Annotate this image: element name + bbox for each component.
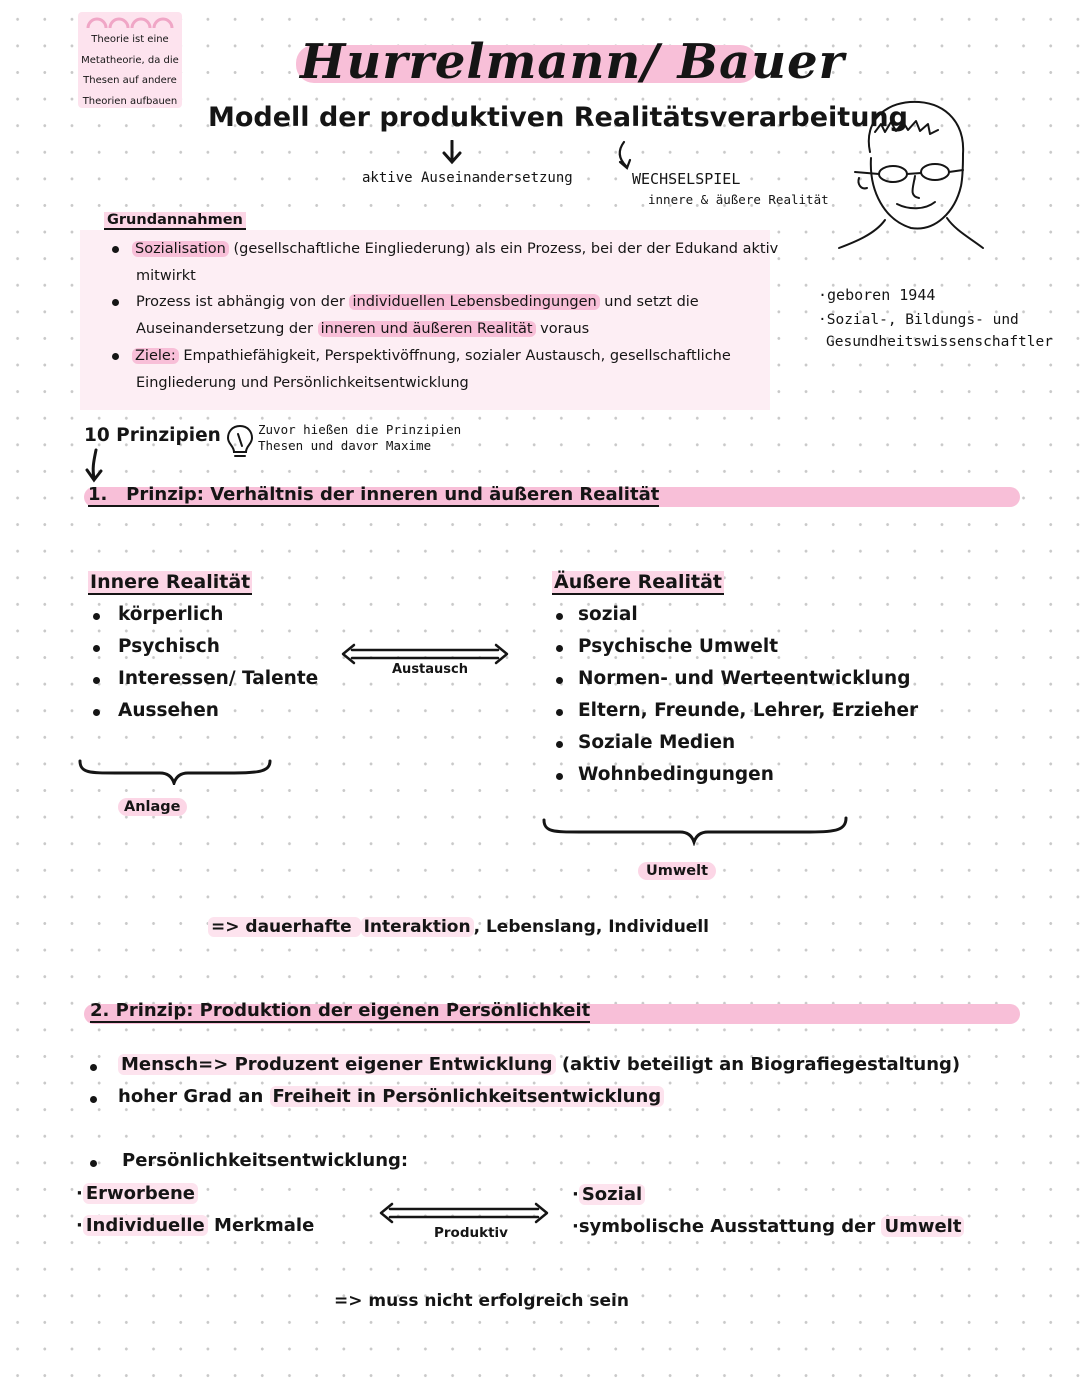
grund-b2-c2: voraus [535,321,590,337]
prinzip-2-bullet-3: Persönlichkeitsentwicklung: [122,1150,409,1171]
outer-item: Wohnbedingungen [578,764,774,785]
bio-role-1-text: Sozial-, Bildungs- und [826,312,1019,328]
hl-individuelle: Individuelle [83,1215,208,1236]
prinzip-2-bullet-1 [118,1054,960,1075]
p2-right-2-text: symbolische Ausstattung der [578,1216,882,1237]
bullet-dot [556,677,563,684]
bio-role-1: ·Sozial-, Bildungs- und [818,312,1019,328]
bullet-dot [93,709,100,716]
lightbulb-icon [226,424,254,460]
prinzipien-hint-1: Zuvor hießen die Prinzipien [258,422,462,437]
grund-bullet-1-cont: mitwirkt [136,268,196,284]
p2-left-2-rest: Merkmale [207,1215,315,1236]
brace-icon [76,755,274,785]
page-subtitle: Modell der produktiven Realitätsverarbeitung [208,102,908,133]
prinzipien-heading: 10 Prinzipien [84,425,221,446]
bullet-dot [93,677,100,684]
double-arrow-icon [378,1201,550,1225]
p2-left-1: · Erworbene [76,1183,198,1204]
p2-left-2: · Individuelle Merkmale [76,1215,315,1236]
metatheory-note [78,12,182,108]
note-line: Metatheorie, da die [81,54,179,66]
p2-b1-rest: (aktiv beteiligt an Biografiegestaltung) [555,1054,961,1075]
bullet-dot [112,246,119,253]
bullet-dot [90,1160,97,1167]
bullet-dot [90,1064,97,1071]
grundannahmen-heading: Grundannahmen [104,212,246,230]
arrow-down-icon [440,140,464,166]
inner-item: körperlich [118,604,224,625]
innere-realitaet-heading: Innere Realität [90,571,251,593]
inner-item: Aussehen [118,700,219,721]
bullet-dot [112,353,119,360]
outer-item: Soziale Medien [578,732,736,753]
bullet-dot [556,709,563,716]
grund-b3-rest: Empathiefähigkeit, Perspektivöffnung, sozialer Austausch, gesellschaftliche [178,348,731,364]
inner-item: Psychisch [118,636,220,657]
p2-b2-p1: hoher Grad an [118,1086,270,1107]
conclusion-arrow: => dauerhafte [208,917,361,937]
grund-b1-rest: (gesellschaftliche Eingliederung) als ein Prozess, bei der der Edukand aktiv [228,241,779,257]
hl-sozialisation: Sozialisation [132,241,229,257]
prinzip-2-bullet-2 [118,1086,664,1107]
hl-sozial: Sozial [579,1184,645,1205]
grund-bullet-3-cont: Eingliederung und Persönlichkeitsentwicklung [136,375,469,391]
brace-icon [540,812,850,846]
outer-item: Psychische Umwelt [578,636,779,657]
bullet-dot [556,741,563,748]
austausch-label: Austausch [392,662,468,677]
annotation-wechselspiel: WECHSELSPIEL [632,170,741,188]
prinzip-2-conclusion: => muss nicht erfolgreich sein [334,1291,629,1311]
hl-realitaet: inneren und äußeren Realität [318,321,536,337]
bullet-dot [556,613,563,620]
portrait-sketch [835,92,995,262]
hl-erworbene: Erworbene [83,1183,198,1204]
outer-item: sozial [578,604,638,625]
hl-interaktion: Interaktion [361,917,474,937]
bio-born-text: geboren 1944 [827,286,936,304]
page-title: Hurrelmann/ Bauer [300,34,845,90]
bullet-dot [556,645,563,652]
aeussere-realitaet-heading: Äußere Realität [554,571,723,593]
p2-right-1: · Sozial [572,1184,645,1205]
p2-right-2: ·symbolische Ausstattung der Umwelt [572,1216,964,1237]
grund-b2-c1: Auseinandersetzung der [136,321,318,337]
conclusion-rest: , Lebenslang, Individuell [473,917,709,937]
hl-ziele: Ziele: [132,348,179,364]
umwelt-label: Umwelt [638,862,716,880]
bio-born: ·geboren 1944 [818,286,936,304]
bullet-dot [93,645,100,652]
grund-bullet-2-cont [136,316,589,343]
bullet-dot [556,773,563,780]
prinzip-1-conclusion [208,917,709,937]
grund-bullet-1 [132,236,778,263]
prinzip-2-heading: 2. Prinzip: Produktion der eigenen Persönlichkeit [90,1000,591,1021]
grund-b2-p1: Prozess ist abhängig von der [136,294,350,310]
grund-bullet-2 [136,289,699,316]
anlage-label: Anlage [118,798,187,816]
outer-item: Eltern, Freunde, Lehrer, Erzieher [578,700,919,721]
bullet-dot [93,613,100,620]
produktiv-label: Produktiv [434,1225,508,1241]
scallop-decoration-icon [84,14,176,30]
prinzip-1-heading: 1. Prinzip: Verhältnis der inneren und äußeren Realität [88,484,660,505]
note-line: Theorie ist eine [91,34,169,45]
note-line: Thesen auf andere [83,75,177,86]
grund-bullet-3 [132,343,731,370]
bullet-dot [90,1096,97,1103]
inner-item: Interessen/ Talente [118,668,319,689]
prinzipien-hint-2: Thesen und davor Maxime [258,438,432,453]
annotation-aktiv: aktive Auseinandersetzung [362,170,573,186]
hl-umwelt: Umwelt [881,1216,964,1237]
hl-produzent: Mensch=> Produzent eigener Entwicklung [118,1054,556,1075]
outer-item: Normen- und Werteentwicklung [578,668,911,689]
bio-role-2: Gesundheitswissenschaftler [826,334,1053,350]
annotation-wechselspiel-sub: innere & äußere Realität [648,192,829,207]
note-line: Theorien aufbauen [82,95,178,107]
hl-freiheit: Freiheit in Persönlichkeitsentwicklung [270,1086,665,1107]
bullet-dot [112,299,119,306]
hl-lebensbedingungen: individuellen Lebensbedingungen [349,294,599,310]
grund-b2-p2: und setzt die [599,294,699,310]
arrow-down-icon [84,448,106,484]
